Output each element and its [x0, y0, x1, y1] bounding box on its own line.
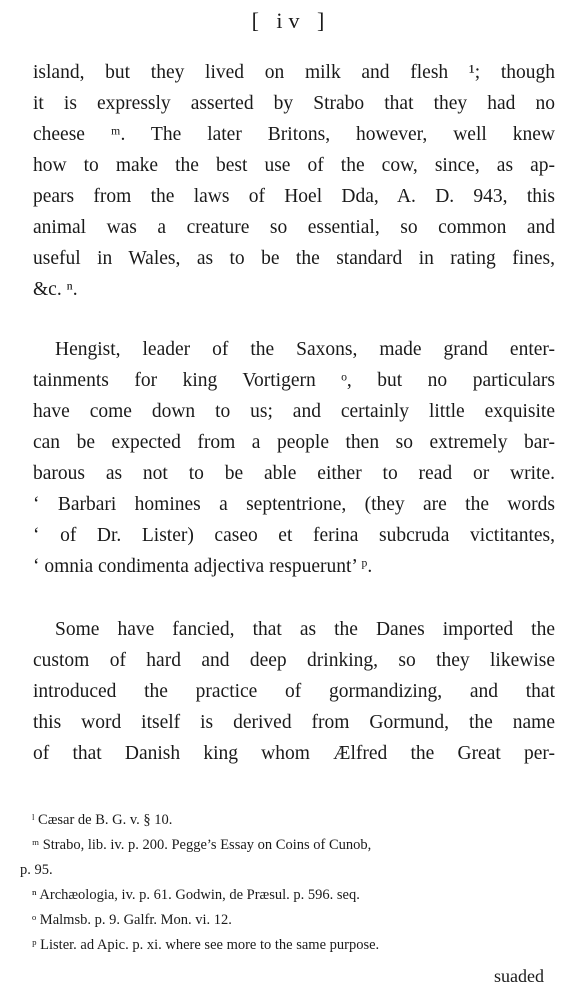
text-line: pears from the laws of Hoel Dda, A. D. 943, this — [33, 186, 555, 207]
text-line: island, but they lived on milk and flesh ¹; though — [33, 62, 555, 83]
text-line: ‘ of Dr. Lister) caseo et ferina subcruda victitantes, — [33, 525, 555, 546]
text-line: ‘ omnia condimenta adjectiva respuerunt’ ᵖ. — [33, 556, 373, 577]
text-line: barous as not to be able either to read or write. — [33, 463, 555, 484]
text-line: animal was a creature so essential, so common and — [33, 217, 555, 238]
footnotes — [20, 808, 560, 958]
text-line: ‘ Barbari homines a septentrione, (they are the words — [33, 494, 555, 515]
text-line: tainments for king Vortigern ᵒ, but no particulars — [33, 370, 555, 391]
text-line: introduced the practice of gormandizing, and that — [33, 681, 555, 702]
text-line: have come down to us; and certainly little exquisite — [33, 401, 555, 422]
text-line: can be expected from a people then so extremely bar- — [33, 432, 555, 453]
footnote-o: ᵒ Malmsb. p. 9. Galfr. Mon. vi. 12. — [32, 912, 232, 928]
text-line: Some have fancied, that as the Danes imported the — [55, 619, 555, 640]
footnote-l: ˡ Cæsar de B. G. v. § 10. — [32, 812, 173, 828]
text-line: cheese ᵐ. The later Britons, however, well knew — [33, 124, 555, 145]
text-line: Hengist, leader of the Saxons, made grand enter- — [55, 339, 555, 360]
footnote-m-continuation: p. 95. — [20, 862, 53, 878]
text-line: custom of hard and deep drinking, so they likewise — [33, 650, 555, 671]
text-line: useful in Wales, as to be the standard in rating fines, — [33, 248, 555, 269]
paragraph-2 — [33, 334, 555, 582]
footnote-m: ᵐ Strabo, lib. iv. p. 200. Pegge’s Essay on Coins of Cunob, — [32, 837, 372, 853]
text-line: this word itself is derived from Gormund, the name — [33, 712, 555, 733]
footnote-n: ⁿ Archæologia, iv. p. 61. Godwin, de Præsul. p. 596. seq. — [32, 887, 360, 903]
paragraph-1 — [33, 57, 555, 305]
text-line: of that Danish king whom Ælfred the Great per- — [33, 743, 555, 764]
text-line: it is expressly asserted by Strabo that they had no — [33, 93, 555, 114]
text-line: &c. ⁿ. — [33, 279, 78, 300]
page-number-header: [ iv ] — [251, 8, 331, 33]
text-line: how to make the best use of the cow, since, as ap- — [33, 155, 555, 176]
paragraph-3 — [33, 614, 555, 769]
catchword: suaded — [494, 966, 544, 986]
footnote-p: ᵖ Lister. ad Apic. p. xi. where see more to the same purpose. — [32, 937, 380, 953]
